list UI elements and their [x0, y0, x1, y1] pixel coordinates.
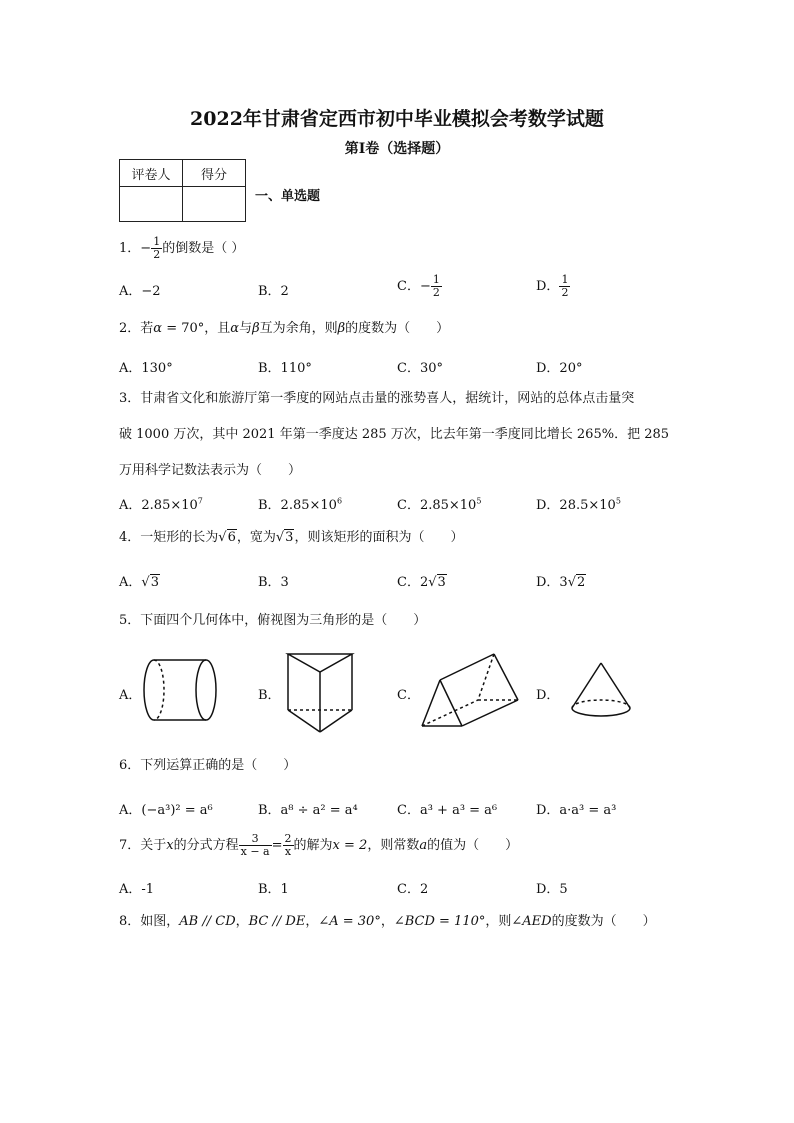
q4-option-b: B．3	[258, 575, 289, 590]
exam-subtitle: 第I卷（选择题）	[344, 141, 450, 157]
q1-text: 的倒数是（ ）	[162, 241, 245, 256]
q4-d-label: D．3	[536, 575, 568, 590]
q4-a-sqrt: √3	[141, 575, 159, 590]
q8-t4: ，	[380, 914, 394, 929]
q8-m2: BC // DE	[248, 914, 306, 929]
q4-option-d	[536, 571, 586, 590]
exam-title: 2022年甘肃省定西市初中毕业模拟会考数学试题	[190, 108, 604, 130]
question-2	[119, 320, 449, 338]
q7-f2-den: x	[284, 845, 292, 858]
q7-x: x	[166, 838, 174, 853]
q3-c-base: C．2.85×10	[397, 498, 477, 513]
q1-c-label: C．	[397, 279, 420, 294]
q3-option-d	[536, 494, 621, 513]
q8-t2: ，	[235, 914, 249, 929]
q1-frac-num: 1	[153, 235, 161, 248]
q1-option-c	[397, 274, 442, 299]
q4-d-sqrt: √2	[567, 575, 586, 590]
q4-d-rad: 2	[577, 575, 586, 590]
q1-option-a: A．−2	[119, 284, 161, 299]
q4-t1: 4．一矩形的长为	[119, 530, 219, 545]
q1-minus: −	[140, 241, 152, 256]
q7-f2-num: 2	[284, 832, 292, 845]
question-4	[119, 529, 463, 547]
q1-d-label: D．	[536, 279, 560, 294]
q1-number: 1．	[119, 241, 141, 256]
question-5: 5．下面四个几何体中，俯视图为三角形的是（ ）	[119, 613, 427, 628]
q3-line-1: 3．甘肃省文化和旅游厅第一季度的网站点击量的涨势喜人，据统计，网站的总体点击量突	[119, 391, 635, 406]
q2-t5: 的度数为（ ）	[345, 321, 450, 336]
q3-option-a	[119, 494, 203, 513]
score-header: 得分	[183, 160, 246, 187]
q3-a-base: A．2.85×10	[119, 498, 198, 513]
q2-t3: 与	[239, 321, 253, 336]
q4-c-rad: 3	[437, 575, 446, 590]
q1-frac-den: 2	[153, 248, 161, 261]
q5-option-d: D．	[536, 688, 560, 703]
q7-t1: 7．关于	[119, 838, 167, 853]
q1-d-den: 2	[561, 286, 569, 299]
section-heading: 一、单选题	[255, 189, 321, 204]
q7-frac-1	[239, 833, 272, 858]
q1-c-minus: −	[419, 279, 431, 294]
q5-option-a: A．	[119, 688, 142, 703]
q8-m4: ∠BCD = 110°	[393, 914, 486, 929]
q4-option-a	[119, 571, 160, 590]
q2-t1: 若	[140, 321, 154, 336]
q2-t2: = 70°，且	[162, 321, 231, 336]
q6-option-a: A．(−a³)² = a⁶	[119, 803, 213, 818]
question-8	[119, 913, 656, 931]
q4-sqrt-3: √3	[275, 530, 294, 545]
q7-option-b: B．1	[258, 882, 289, 897]
q8-t3: ，	[305, 914, 319, 929]
q2-option-a: A．130°	[119, 361, 173, 376]
q2-beta2: β	[337, 321, 346, 336]
q1-fraction	[151, 236, 162, 261]
question-6: 6．下列运算正确的是（ ）	[119, 758, 297, 773]
q7-t5: 的值为（ ）	[427, 838, 519, 853]
q4-rad-2: 3	[285, 530, 294, 545]
cylinder-figure	[140, 655, 222, 725]
q3-a-exp: 7	[197, 496, 203, 506]
q2-t4: 互为余角，则	[259, 321, 338, 336]
q6-option-c: C．a³ + a³ = a⁶	[397, 803, 498, 818]
q3-d-exp: 5	[615, 496, 621, 506]
q4-option-c	[397, 571, 447, 590]
q4-t3: ，则该矩形的面积为（ ）	[294, 530, 464, 545]
q1-option-b: B．2	[258, 284, 289, 299]
q8-m5: ∠AED	[511, 914, 552, 929]
q6-option-b: B．a⁸ ÷ a² = a⁴	[258, 803, 358, 818]
q7-t2: 的分式方程	[173, 838, 239, 853]
q2-alpha: α	[153, 321, 163, 336]
q1-d-fraction	[559, 274, 570, 299]
q7-solution: x = 2	[332, 838, 368, 853]
q3-b-base: B．2.85×10	[258, 498, 337, 513]
q4-rad-1: 6	[227, 530, 236, 545]
grader-header: 评卷人	[120, 160, 183, 187]
q7-t4: ，则常数	[367, 838, 420, 853]
q2-number: 2．	[119, 321, 141, 336]
q5-option-c: C．	[397, 688, 420, 703]
q4-a-rad: 3	[150, 575, 159, 590]
q1-c-num: 1	[432, 273, 440, 286]
lying-prism-figure	[418, 650, 522, 730]
cone-figure	[568, 660, 634, 720]
q3-line-3: 万用科学记数法表示为（ ）	[119, 463, 302, 478]
q2-beta: β	[252, 321, 260, 336]
q4-c-label: C．2	[397, 575, 429, 590]
q7-a-var: a	[419, 838, 428, 853]
q4-sqrt-6: √6	[218, 530, 236, 545]
q1-c-den: 2	[432, 286, 440, 299]
q4-a-label: A．	[119, 575, 142, 590]
q2-option-b: B．110°	[258, 361, 312, 376]
q2-option-d: D．20°	[536, 361, 583, 376]
q3-option-c	[397, 494, 481, 513]
q7-f1-den: x − a	[240, 845, 270, 858]
q7-f1-num: 3	[239, 833, 272, 846]
q1-d-num: 1	[561, 273, 569, 286]
q3-b-exp: 6	[336, 496, 343, 506]
q8-m1: AB // CD	[179, 914, 236, 929]
grader-cell	[120, 187, 183, 222]
q7-option-c: C．2	[397, 882, 429, 897]
q8-t1: 8．如图，	[119, 914, 180, 929]
q1-option-d	[536, 274, 570, 299]
q3-line-2: 破 1000 万次，其中 2021 年第一季度达 285 万次，比去年第一季度同比增长 265%．把 285	[119, 427, 670, 442]
q8-m3: ∠A = 30°	[318, 914, 381, 929]
q4-t2: ，宽为	[236, 530, 276, 545]
q7-t3: 的解为	[293, 838, 333, 853]
q7-option-a: A．-1	[119, 882, 155, 897]
prism-figure	[282, 650, 358, 736]
q3-option-b	[258, 494, 342, 513]
q7-frac-2	[283, 833, 294, 858]
score-cell	[183, 187, 246, 222]
q2-option-c: C．30°	[397, 361, 443, 376]
question-1	[119, 236, 244, 261]
q2-alpha2: α	[230, 321, 240, 336]
q3-d-base: D．28.5×10	[536, 498, 616, 513]
q5-option-b: B．	[258, 688, 281, 703]
question-7	[119, 833, 518, 858]
q7-equals: =	[271, 838, 283, 853]
q7-option-d: D．5	[536, 882, 568, 897]
q8-t5: ，则	[485, 914, 512, 929]
q4-c-sqrt: √3	[428, 575, 446, 590]
score-table	[119, 159, 246, 222]
q1-c-fraction	[431, 274, 442, 299]
q3-c-exp: 5	[476, 496, 482, 506]
q8-t6: 的度数为（ ）	[551, 914, 656, 929]
q6-option-d: D．a·a³ = a³	[536, 803, 617, 818]
